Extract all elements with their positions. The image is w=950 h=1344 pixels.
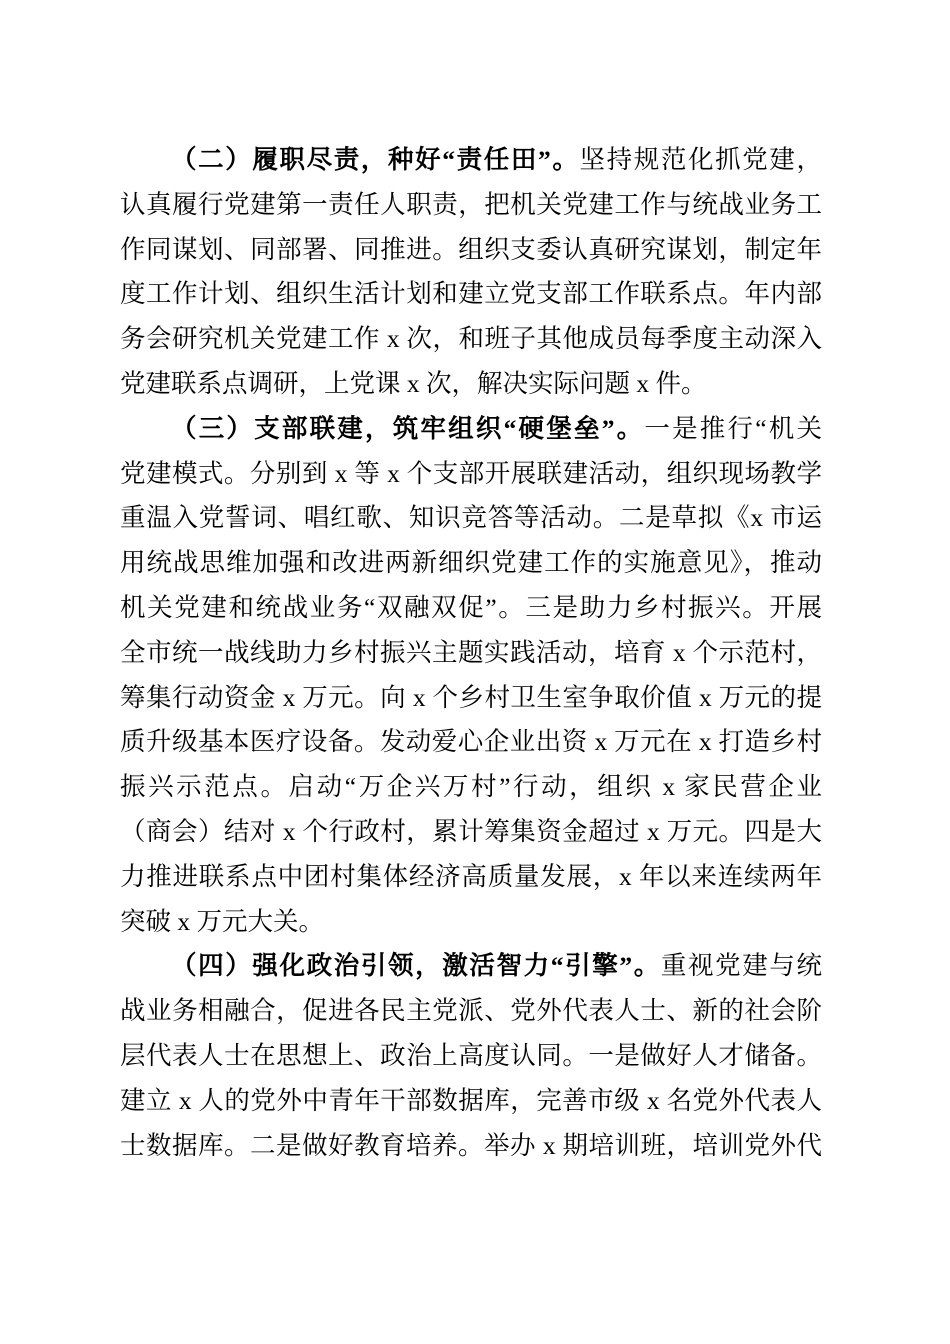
paragraph-first-line [120,944,822,989]
paragraph-heading: （三）支部联建，筑牢组织“硬堡垒”。 [171,413,645,443]
paragraph-line: 战业务相融合，促进各民主党派、党外代表人士、新的社会阶 [120,996,822,1026]
paragraph-line: 突破 x 万元大关。 [120,906,325,936]
paragraph-line: 重温入党誓词、唱红歌、知识竞答等活动。二是草拟《x 市运 [120,503,822,533]
body-text [120,138,822,1168]
paragraph-3 [120,407,822,945]
paragraph-line: 振兴示范点。启动“万企兴万村”行动，组织 x 家民营企业 [120,772,822,802]
paragraph-line: 作同谋划、同部署、同推进。组织支委认真研究谋划，制定年 [120,234,822,264]
paragraph-line: 层代表人士在思想上、政治上高度认同。一是做好人才储备。 [120,1040,822,1070]
paragraph-line: 认真履行党建第一责任人职责，把机关党建工作与统战业务工 [120,189,822,219]
paragraph-heading: （二）履职尽责，种好“责任田”。 [171,145,580,174]
paragraph-4 [120,944,822,1168]
paragraph-line: （商会）结对 x 个行政村，累计筹集资金超过 x 万元。四是大 [120,816,822,846]
paragraph-heading: （四）强化政治引领，激活智力“引擎”。 [171,951,661,981]
paragraph-line-text: 重视党建与统 [660,951,822,981]
paragraph-line: 全市统一战线助力乡村振兴主题实践活动，培育 x 个示范村， [120,637,822,667]
paragraph-line: 机关党建和统战业务“双融双促”。三是助力乡村振兴。开展 [120,592,822,622]
paragraph-line: 建立 x 人的党外中青年干部数据库，完善市级 x 名党外代表人 [120,1085,822,1115]
paragraph-line: 用统战思维加强和改进两新细织党建工作的实施意见》，推动 [120,548,822,578]
paragraph-line: 务会研究机关党建工作 x 次，和班子其他成员每季度主动深入 [120,324,822,354]
paragraph-line: 度工作计划、组织生活计划和建立党支部工作联系点。年内部 [120,279,822,309]
paragraph-first-line [120,138,822,183]
paragraph-line-text: 坚持规范化抓党建， [579,145,822,174]
paragraph-line: 质升级基本医疗设备。发动爱心企业出资 x 万元在 x 打造乡村 [120,727,822,757]
paragraph-2 [120,138,822,407]
paragraph-line: 筹集行动资金 x 万元。向 x 个乡村卫生室争取价值 x 万元的提 [120,682,822,712]
paragraph-first-line [120,407,822,452]
paragraph-line: 士数据库。二是做好教育培养。举办 x 期培训班，培训党外代 [120,1130,822,1160]
paragraph-line-text: 一是推行“机关 [644,413,822,443]
paragraph-line: 党建模式。分别到 x 等 x 个支部开展联建活动，组织现场教学 [120,458,822,488]
paragraph-line: 党建联系点调研，上党课 x 次，解决实际问题 x 件。 [120,368,707,398]
paragraph-line: 力推进联系点中团村集体经济高质量发展，x 年以来连续两年 [120,861,822,891]
